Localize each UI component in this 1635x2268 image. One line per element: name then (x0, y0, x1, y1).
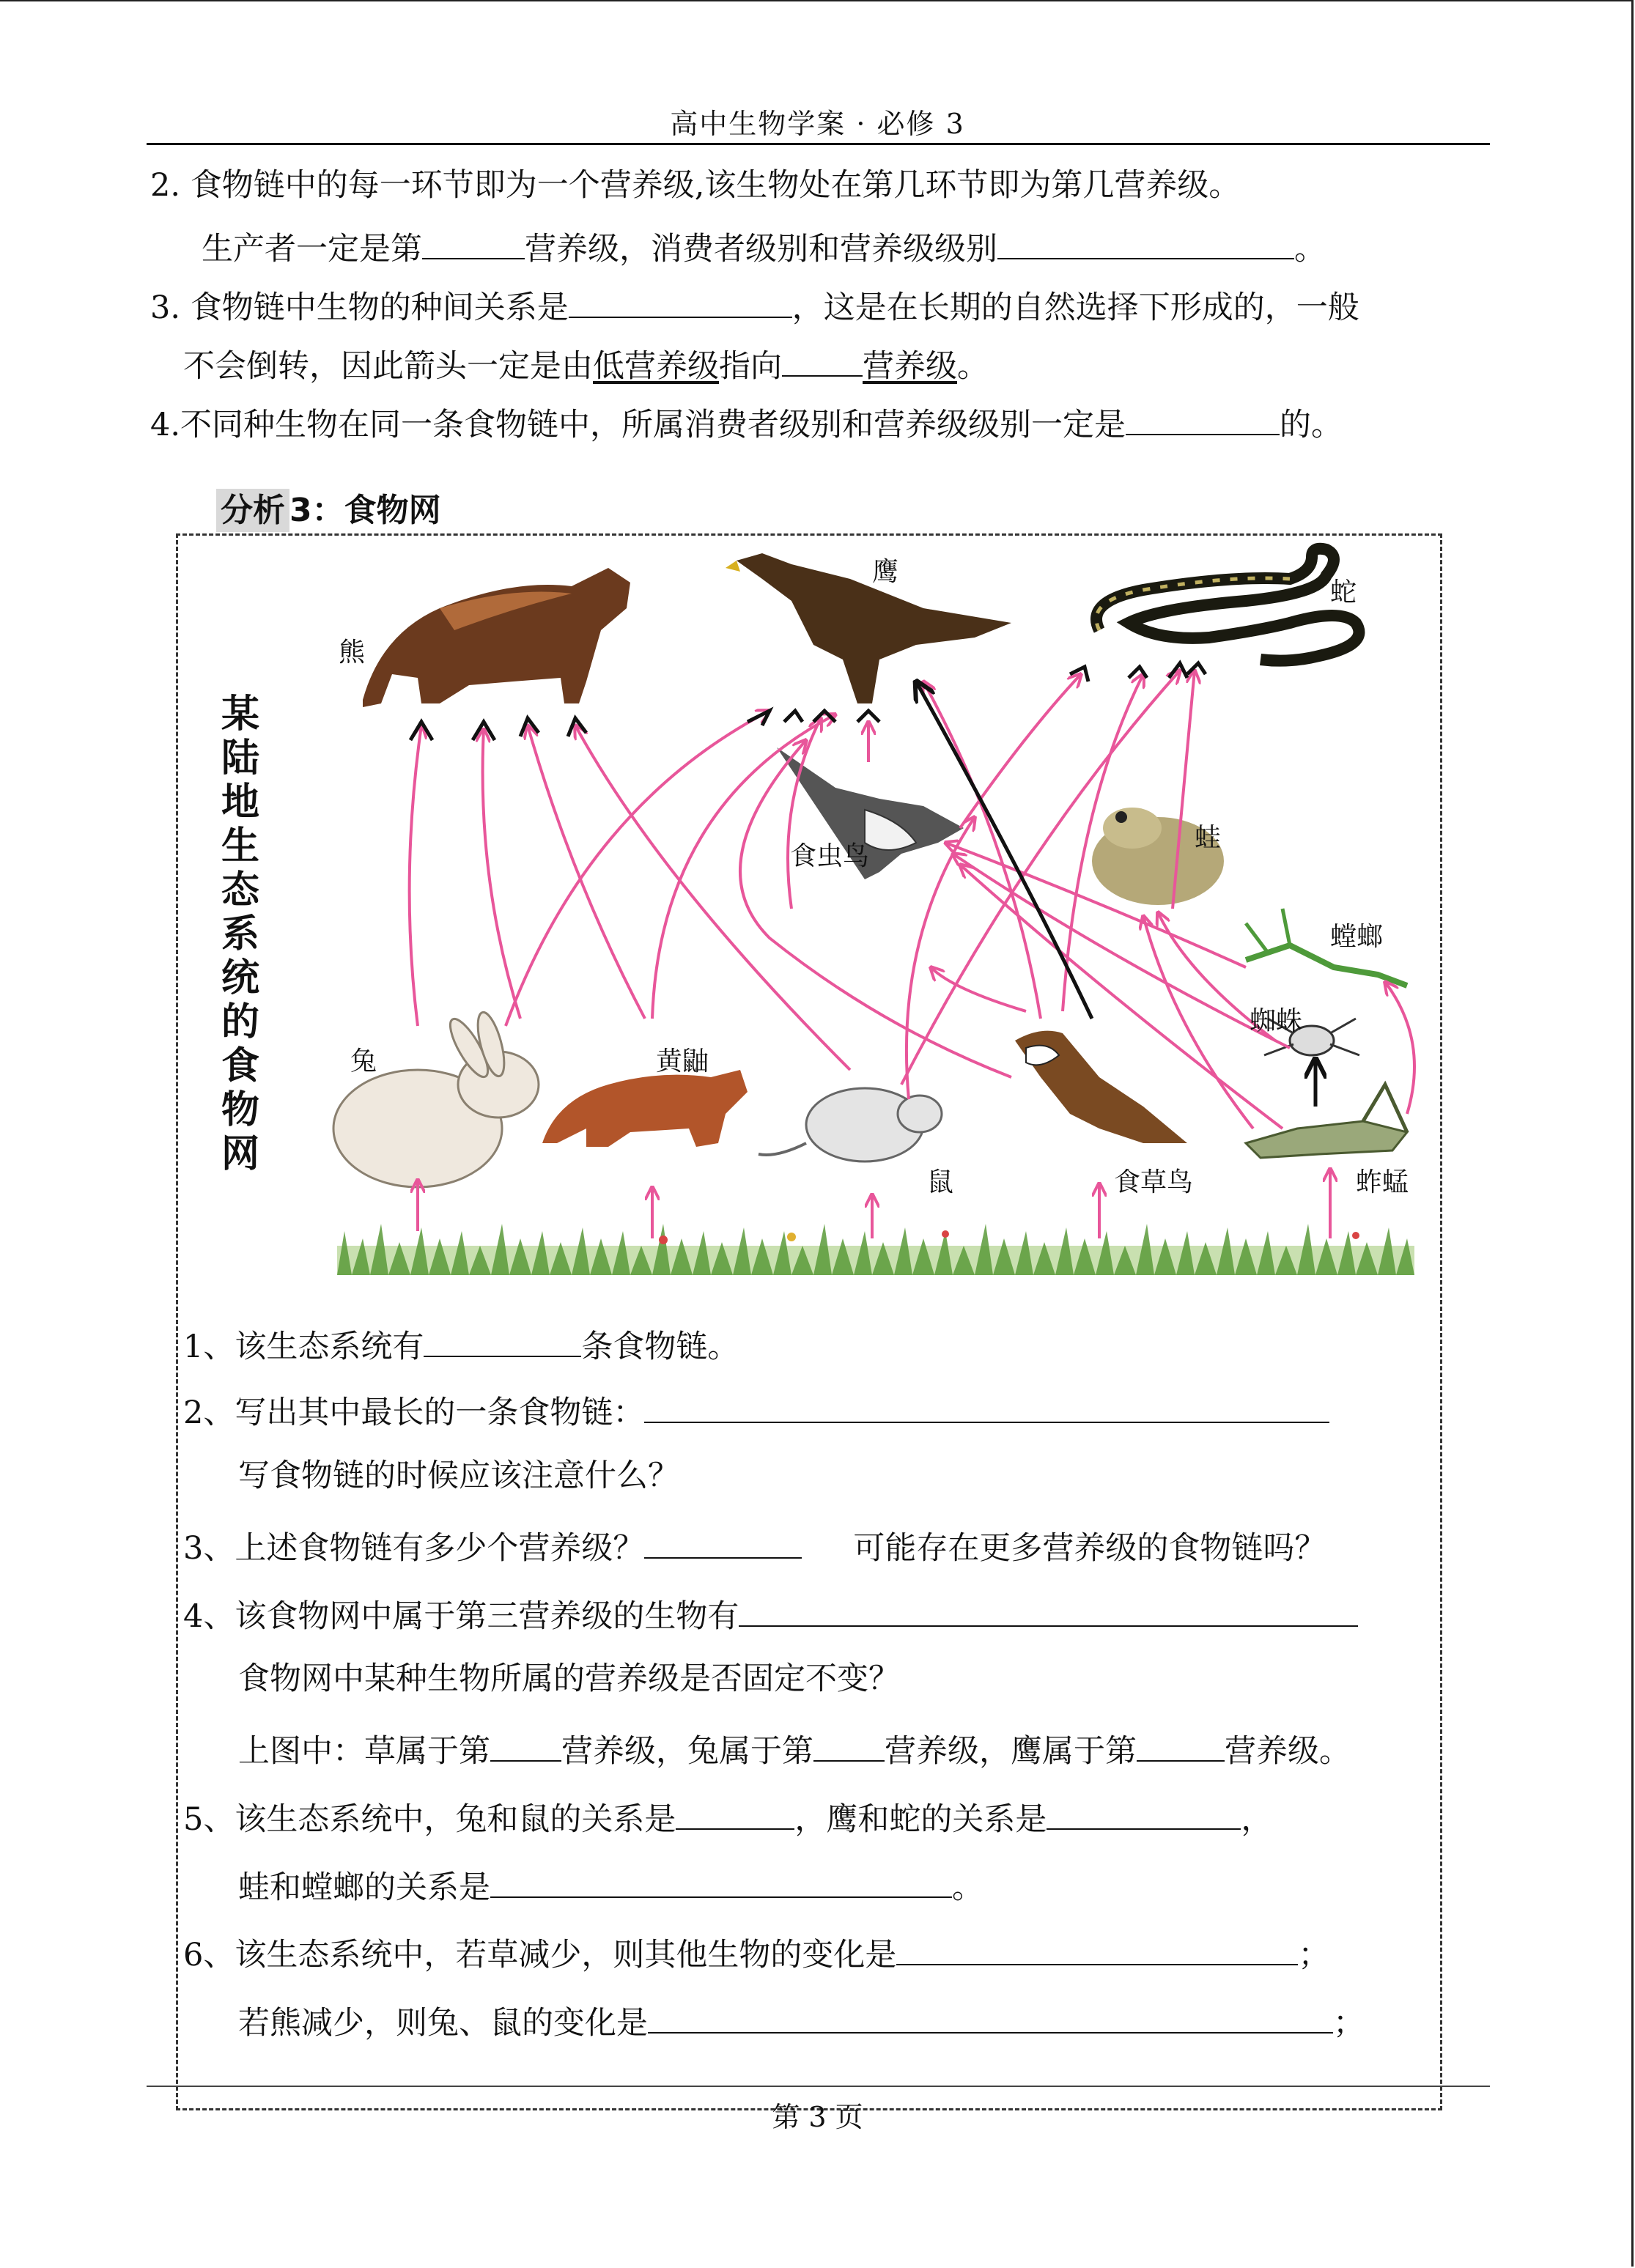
blank[interactable] (644, 1528, 802, 1559)
label-spider: 蜘蛛 (1250, 1006, 1303, 1036)
grasshopper-figure (1246, 1085, 1407, 1158)
footer-rule (147, 2086, 1490, 2087)
page-header-title: 高中生物学案 · 必修 3 (670, 108, 965, 140)
question-5: 5、该生态系统中，兔和鼠的关系是 ，鹰和蛇的关系是 ， (183, 1799, 1272, 1836)
granivorous-bird-figure (1015, 1031, 1187, 1143)
label-mantis: 螳螂 (1330, 922, 1384, 952)
question-6-bear: 若熊减少，则兔、鼠的变化是 ； (238, 2003, 1365, 2039)
intro-line-5: 4.不同种生物在同一条食物链中，所属消费者级别和营养级级别一定是 的。 (150, 405, 1343, 441)
label-frog: 蛙 (1195, 823, 1222, 853)
section-label: 分析 3：食物网 (216, 484, 441, 531)
blank[interactable] (813, 1731, 885, 1762)
label-snake: 蛇 (1330, 577, 1357, 607)
page-number: 第 3 页 (772, 2101, 863, 2133)
question-1: 1、该生态系统有 条食物链。 (183, 1326, 739, 1363)
label-rabbit: 兔 (350, 1046, 377, 1076)
blank[interactable] (490, 1867, 952, 1898)
label-weasel: 黄鼬 (656, 1046, 709, 1076)
blank[interactable] (424, 1326, 581, 1357)
intro-line-1: 2. 食物链中的每一环节即为一个营养级,该生物处在第几环节即为第几营养级。 (150, 167, 1241, 204)
mouse-figure (759, 1088, 942, 1161)
question-4: 4、该食物网中属于第三营养级的生物有 (183, 1596, 1358, 1633)
intro-line-4: 不会倒转，因此箭头一定是由低营养级指向 营养级。 (183, 346, 989, 383)
blank[interactable] (1047, 1799, 1241, 1830)
blank[interactable] (490, 1731, 561, 1762)
rabbit-figure (333, 1010, 539, 1187)
figure-vertical-title: 某 陆 地 生 态 系 统 的 食 物 网 (221, 692, 259, 1176)
blank[interactable] (676, 1799, 794, 1830)
label-insectivorous-bird: 食虫鸟 (790, 841, 870, 871)
label-granivorous-bird: 食草鸟 (1114, 1167, 1194, 1197)
blank[interactable] (739, 1596, 1358, 1627)
label-mouse: 鼠 (927, 1167, 954, 1197)
bear-figure (363, 568, 630, 707)
blank[interactable] (644, 1392, 1329, 1423)
label-bear: 熊 (339, 638, 366, 668)
blank[interactable] (1137, 1731, 1225, 1762)
intro-line-3: 3. 食物链中生物的种间关系是 ，这是在长期的自然选择下形成的，一般 (150, 287, 1359, 324)
label-eagle: 鹰 (872, 557, 899, 587)
question-2-note: 写食物链的时候应该注意什么？ (238, 1458, 679, 1494)
question-2: 2、写出其中最长的一条食物链： (183, 1392, 1329, 1429)
eagle-figure (726, 553, 1011, 703)
snake-figure (1096, 549, 1359, 661)
question-4-note: 食物网中某种生物所属的营养级是否固定不变？ (238, 1661, 900, 1697)
weasel-figure (542, 1070, 748, 1147)
question-4-levels: 上图中：草属于第 营养级，兔属于第 营养级，鹰属于第 营养级。 (238, 1731, 1351, 1768)
question-3: 3、上述食物链有多少个营养级？ 可能存在更多营养级的食物链吗？ (183, 1528, 1326, 1565)
blank[interactable] (896, 1935, 1298, 1965)
grass-strip (337, 1224, 1414, 1275)
question-5-frog: 蛙和螳螂的关系是 。 (238, 1867, 983, 1904)
label-grasshopper: 蚱蜢 (1356, 1167, 1409, 1197)
blank[interactable] (648, 2003, 1333, 2034)
question-6: 6、该生态系统中，若草减少，则其他生物的变化是 ； (183, 1935, 1329, 1971)
intro-line-2: 生产者一定是第 营养级，消费者级别和营养级级别 。 (202, 229, 1326, 265)
